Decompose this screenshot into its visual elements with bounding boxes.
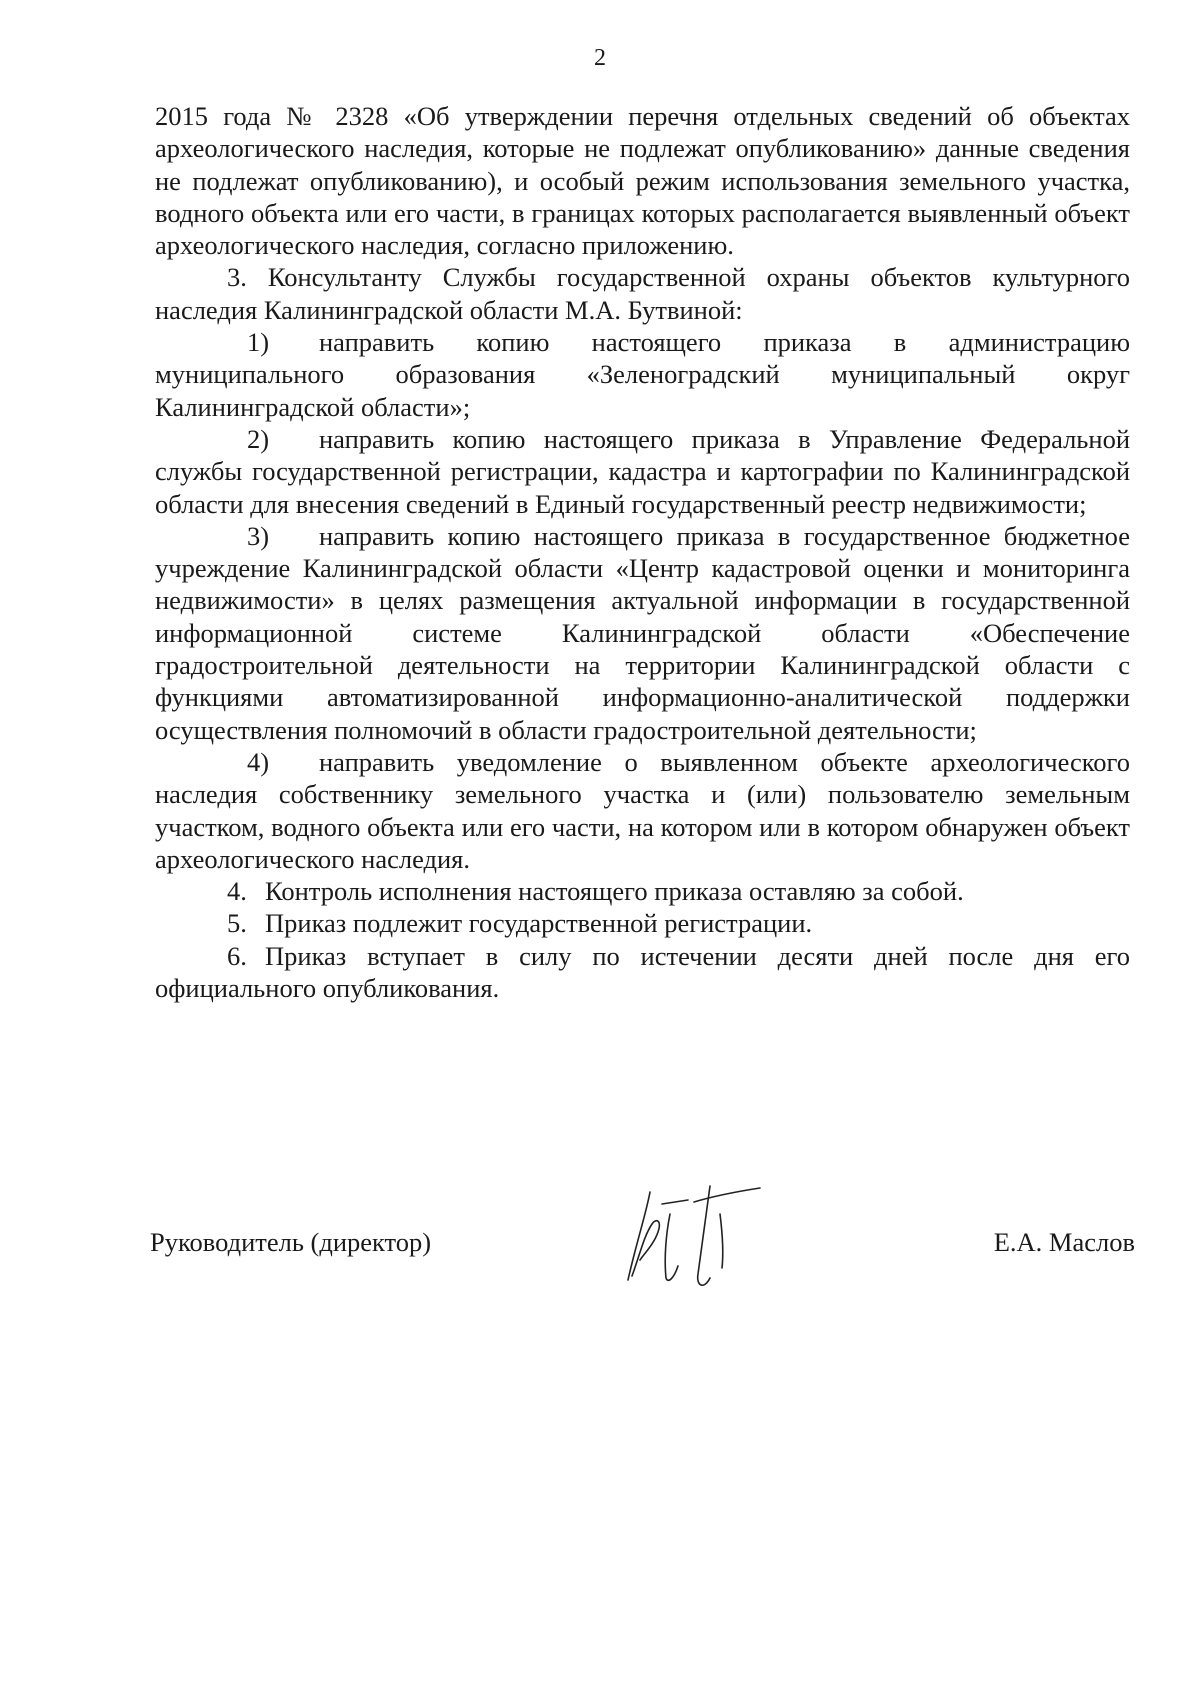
paragraph-3-1-number: 1) xyxy=(247,327,270,358)
paragraph-4-number: 4. xyxy=(227,876,247,907)
paragraph-5-number: 5. xyxy=(227,908,247,939)
paragraph-5 xyxy=(155,907,1130,939)
paragraph-6-text: Приказ вступает в силу по истечении десяти дней после дня его официального опубликования. xyxy=(155,940,1130,1004)
signatory-name: Е.А. Маслов xyxy=(993,1227,1135,1257)
paragraph-3-1 xyxy=(155,326,1130,423)
paragraph-3-3 xyxy=(155,520,1130,746)
paragraph-3-2-text: направить копию настоящего приказа в Управление Федеральной службы государственной регистрации, кадастра и картографии по Калининградской области для внесения сведений в Единый государственный реестр недвижимости; xyxy=(155,423,1130,519)
paragraph-3: 3. Консультанту Службы государственной охраны объектов культурного наследия Калининградской области М.А. Бутвиной: xyxy=(155,262,1130,325)
paragraph-3-3-number: 3) xyxy=(247,520,270,551)
paragraph-4-text: Контроль исполнения настоящего приказа оставляю за собой. xyxy=(265,876,964,907)
paragraph-6 xyxy=(155,940,1130,1005)
paragraph-3-2 xyxy=(155,423,1130,520)
paragraph-4 xyxy=(155,875,1130,907)
paragraph-3-4 xyxy=(155,746,1130,875)
signatory-title: Руководитель (директор) xyxy=(150,1227,432,1257)
page-number: 2 xyxy=(594,45,606,71)
signature-block xyxy=(150,1222,1135,1332)
paragraph-6-number: 6. xyxy=(227,940,247,971)
paragraph-5-text: Приказ подлежит государственной регистрации. xyxy=(265,908,813,939)
paragraph-3-3-text: направить копию настоящего приказа в государственное бюджетное учреждение Калининградской области «Центр кадастровой оценки и мониторинга недвижимости» в целях размещения актуальной информации в государственной информационной системе Калининградской области «Обеспечение градостроительной деятельности на территории Калининградской области с функциями автоматизированной информационно-аналитической поддержки осуществления полномочий в области градостроительной деятельности; xyxy=(155,520,1130,745)
document-body xyxy=(155,100,1130,1004)
paragraph-continuation: 2015 года № 2328 «Об утверждении перечня отдельных сведений об объектах археологического наследия, которые не подлежат опубликованию» данные сведения не подлежат опубликованию), и особый режим использования земельного участка, водного объекта или его части, в границах которых располагается выявленный объект археологического наследия, согласно приложению. xyxy=(155,101,1130,261)
paragraph-3-4-number: 4) xyxy=(247,746,270,777)
paragraph-3-4-text: направить уведомление о выявленном объекте археологического наследия собственнику земельного участка и (или) пользователю земельным участком, водного объекта или его части, на котором или в котором обнаружен объект археологического наследия. xyxy=(155,746,1130,874)
paragraph-3-1-text: направить копию настоящего приказа в администрацию муниципального образования «Зеленоградский муниципальный округ Калининградской области»; xyxy=(155,327,1130,422)
paragraph-3-2-number: 2) xyxy=(247,423,270,454)
handwritten-signature-icon xyxy=(610,1174,780,1294)
